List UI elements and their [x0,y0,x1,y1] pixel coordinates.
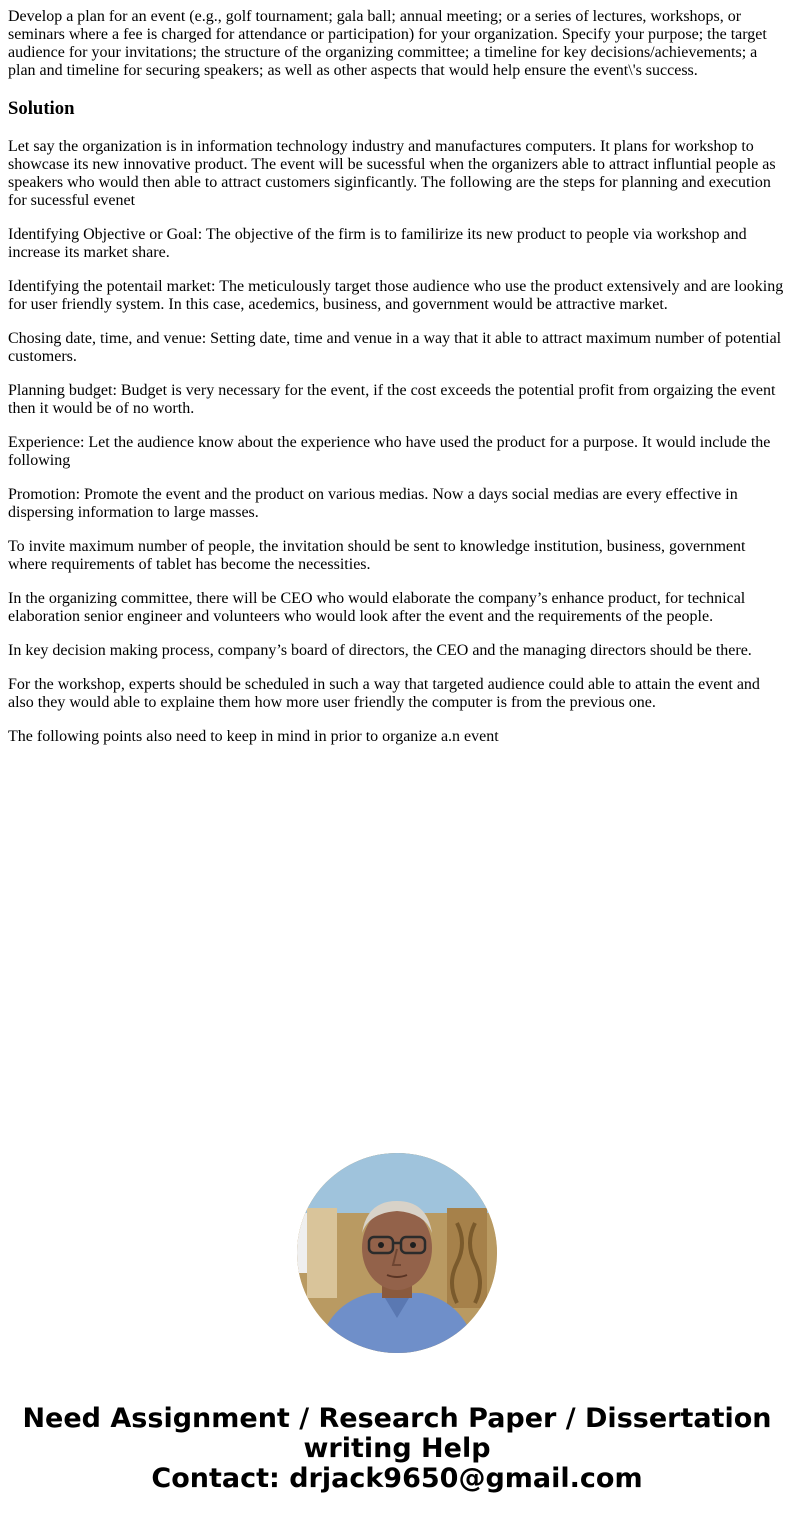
paragraph-market: Identifying the potentail market: The meticulously target those audience who use the product extensively and are looking for user friendly system. In this case, acedemics, business, and government would be attractive market. [8,278,784,313]
paragraph-key-decisions: In key decision making process, company’s board of directors, the CEO and the managing directors should be there. [8,642,752,659]
paragraph-promotion: Promotion: Promote the event and the product on various medias. Now a days social medias are every effective in dispersing information to large masses. [8,486,738,521]
avatar-portrait-icon [297,1153,497,1353]
paragraph-experience: Experience: Let the audience know about the experience who have used the product for a purpose. It would include the following [8,434,771,469]
paragraph-committee: In the organizing committee, there will be CEO who would elaborate the company’s enhance product, for technical elaboration senior engineer and volunteers who would look after the event and the requirements of the people. [8,590,746,625]
paragraph-budget: Planning budget: Budget is very necessary for the event, if the cost exceeds the potential profit from orgaizing the event then it would be of no worth. [8,382,776,417]
promo-line-1: Need Assignment / Research Paper / Dissertation [22,1403,772,1434]
paragraph-closing: The following points also need to keep in mind in prior to organize a.n event [8,728,499,745]
question-text: Develop a plan for an event (e.g., golf tournament; gala ball; annual meeting; or a series of lectures, workshops, or seminars where a fee is charged for attendance or participation) for your organization. Specify your purpose; the target audience for your invitations; the structure of the organizing committee; a timeline for key decisions/achievements; a plan and timeline for securing speakers; as well as other aspects that would help ensure the event\'s success. [8,8,767,79]
promo-contact: Contact: drjack9650@gmail.com [151,1463,643,1494]
paragraph-intro: Let say the organization is in information technology industry and manufactures computers. It plans for workshop to showcase its new innovative product. The event will be sucessful when the organizers able to attract influntial people as speakers who would then able to attract customers siginficantly. The following are the steps for planning and execution for sucessful evenet [8,138,776,209]
promo-banner [0,1404,794,1494]
article-body [8,8,786,762]
paragraph-invitation: To invite maximum number of people, the invitation should be sent to knowledge institution, business, government where requirements of tablet has become the necessities. [8,538,746,573]
paragraph-objective: Identifying Objective or Goal: The objective of the firm is to familirize its new product to people via workshop and increase its market share. [8,226,747,261]
paragraph-date-venue: Chosing date, time, and venue: Setting date, time and venue in a way that it able to attract maximum number of potential customers. [8,330,782,365]
paragraph-workshop: For the workshop, experts should be scheduled in such a way that targeted audience could able to attain the event and also they would able to explaine them how more user friendly the computer is from the previous one. [8,676,760,711]
author-avatar [297,1153,497,1353]
promo-line-2: writing Help [303,1433,491,1464]
solution-heading: Solution [8,98,75,119]
